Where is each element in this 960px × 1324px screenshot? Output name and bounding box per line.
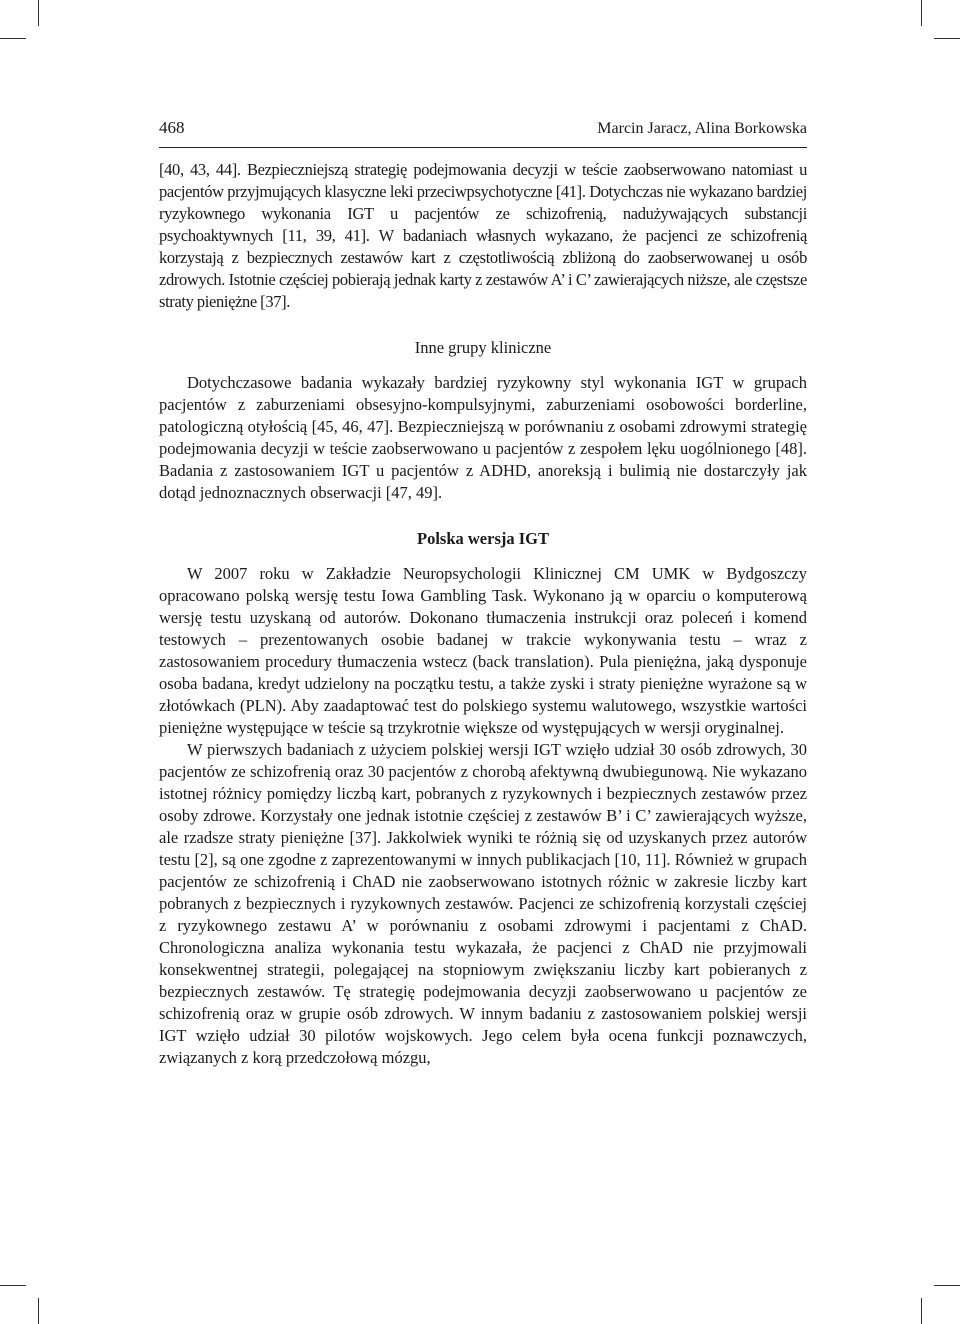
body-paragraph: Dotychczasowe badania wykazały bardziej ryzykowny styl wykonania IGT w grupach pacjentów z zaburzeniami obsesyjno-kompulsyjnymi, zaburzeniami osobowości borderline, patologiczną otyłością [45, 46, 47]. Bezpieczniejszą w porównaniu z osobami zdrowymi strategię podejmowania decyzji w teście zaobserwowano u pacjentów z zespołem lęku uogólnionego [48]. Badania z zastosowaniem IGT u pacjentów z ADHD, anoreksją i bulimią nie dostarczyły jak dotąd jednoznacznych obserwacji [47, 49]. <box>159 373 807 502</box>
crop-mark <box>921 0 922 26</box>
crop-mark <box>38 0 39 26</box>
crop-mark <box>934 1285 960 1286</box>
crop-mark <box>38 1298 39 1324</box>
header-rule <box>159 147 807 148</box>
article-body <box>159 159 807 1069</box>
crop-mark <box>0 1285 26 1286</box>
section-heading: Polska wersja IGT <box>417 529 549 548</box>
crop-mark <box>921 1298 922 1324</box>
page-number: 468 <box>159 118 185 137</box>
body-paragraph: [40, 43, 44]. Bezpieczniejszą strategię podejmowania decyzji w teście zaobserwowano natomiast u pacjentów przyjmujących klasyczne leki przeciwpsychotyczne [41]. Dotychczas nie wykazano bardziej ryzykownego wykonania IGT u pacjentów ze schizofrenią, nadużywających substancji psychoaktywnych [11, 39, 41]. W badaniach własnych wykazano, że pacjenci ze schizofrenią korzystają z bezpiecznych zestawów kart z częstotliwością zbliżoną do zaobserwowanej u osób zdrowych. Istotnie częściej pobierają jednak karty z zestawów A’ i C’ zawierających niższe, ale częstsze straty pieniężne [37]. <box>159 160 807 311</box>
body-paragraph: W 2007 roku w Zakładzie Neuropsychologii Klinicznej CM UMK w Bydgoszczy opracowano polską wersję testu Iowa Gambling Task. Wykonano ją w oparciu o komputerową wersję testu uzyskaną od autorów. Dokonano tłumaczenia instrukcji oraz poleceń i komend testowych – prezentowanych osobie badanej w trakcie wykonywania testu – wraz z zastosowaniem procedury tłumaczenia wstecz (back translation). Pula pieniężna, jaką dysponuje osoba badana, kredyt udzielony na początku testu, a także zyski i straty pieniężne wyrażone są w złotówkach (PLN). Aby zaadaptować test do polskiego systemu walutowego, wszystkie wartości pieniężne występujące w teście są trzykrotnie większe od występujących w wersji oryginalnej. <box>159 564 807 737</box>
page-header <box>159 116 807 146</box>
crop-mark <box>0 38 26 39</box>
running-head-authors: Marcin Jaracz, Alina Borkowska <box>597 120 807 137</box>
section-heading: Inne grupy kliniczne <box>414 338 552 357</box>
crop-mark <box>934 38 960 39</box>
body-paragraph: W pierwszych badaniach z użyciem polskiej wersji IGT wzięło udział 30 osób zdrowych, 30 pacjentów ze schizofrenią oraz 30 pacjentów z chorobą afektywną dwubiegunową. Nie wykazano istotnej różnicy pomiędzy liczbą kart, pobranych z ryzykownych i bezpiecznych zestawów przez osoby zdrowe. Korzystały one jednak istotnie częściej z zestawów B’ i C’ zawierających wyższe, ale rzadsze straty pieniężne [37]. Jakkolwiek wyniki te różnią się od uzyskanych przez autorów testu [2], są one zgodne z zaprezentowanymi w innych publikacjach [10, 11]. Również w grupach pacjentów ze schizofrenią i ChAD nie zaobserwowano istotnych różnic w zakresie liczby kart pobranych z bezpiecznych i ryzykownych zestawów. Pacjenci ze schizofrenią korzystali częściej z ryzykownego zestawu A’ w porównaniu z osobami zdrowymi i pacjentami z ChAD. Chronologiczna analiza wykonania testu wykazała, że pacjenci z ChAD nie przyjmowali konsekwentnej strategii, polegającej na stopniowym zwiększaniu liczby kart pobieranych z bezpiecznych zestawów. Tę strategię podejmowania decyzji zaobserwowano u pacjentów ze schizofrenią oraz w grupie osób zdrowych. W innym badaniu z zastosowaniem polskiej wersji IGT wzięło udział 30 pilotów wojskowych. Jego celem była ocena funkcji poznawczych, związanych z korą przedczołową mózgu, <box>159 740 807 1067</box>
